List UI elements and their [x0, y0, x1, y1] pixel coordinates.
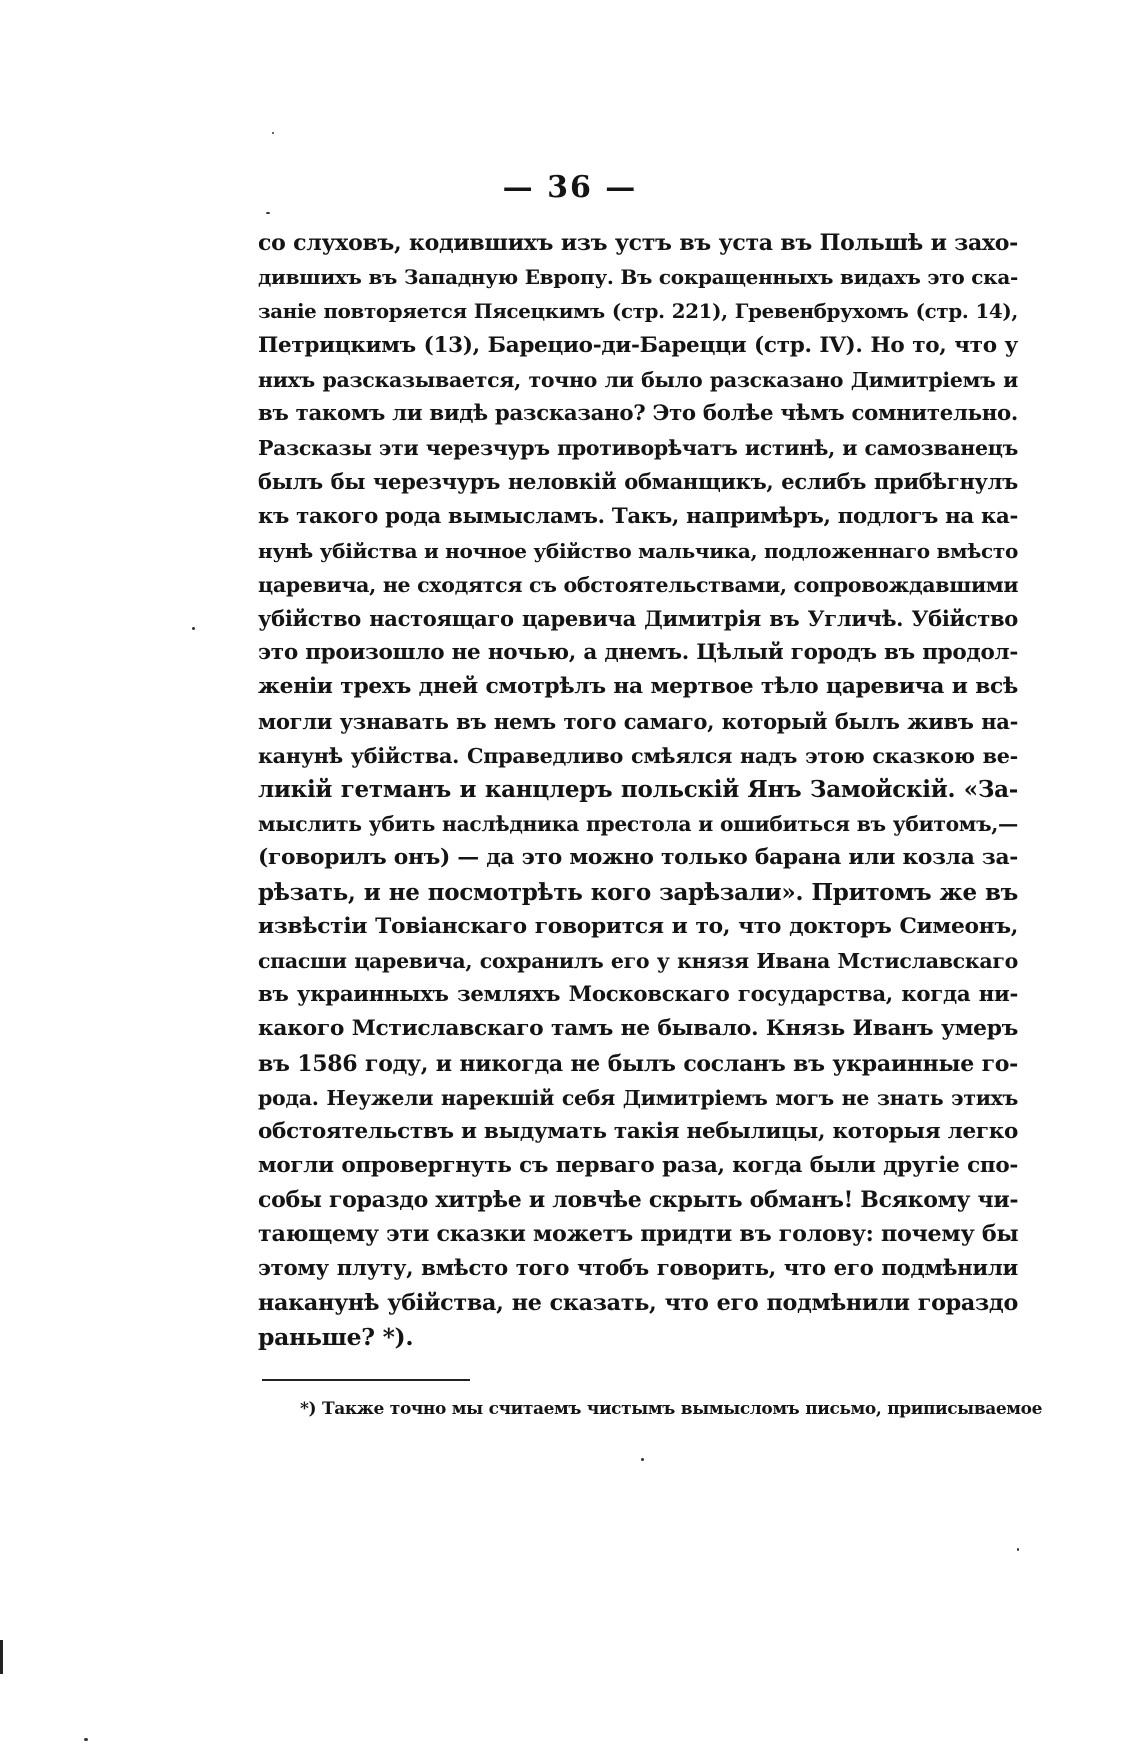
scan-speck [272, 132, 274, 134]
scan-speck [192, 627, 195, 630]
text-line: убійство настоящаго царевича Димитрія въ Угличѣ. Убійство [258, 606, 1018, 632]
text-line: Петрицкимъ (13), Барецио-ди-Барецци (стр. IV). Но то, что у [258, 332, 1018, 358]
text-line: мыслить убить наслѣдника престола и ошибиться въ убитомъ,— [258, 812, 1018, 837]
text-line: ликій гетманъ и канцлеръ польскій Янъ Замойскій. «За- [258, 776, 1018, 803]
text-line: въ 1586 году, и никогда не былъ сосланъ въ украинные го- [258, 1050, 1018, 1077]
footnote-text: *) Также точно мы считаемъ чистымъ вымысломъ письмо, приписываемое [300, 1399, 1042, 1419]
text-line: наканунѣ убійства, не сказать, что его подмѣнили гораздо [258, 1289, 1018, 1316]
page-number: — 36 — [502, 170, 638, 205]
text-line: Разсказы эти черезчуръ противорѣчатъ истинѣ, и самозванецъ [258, 436, 1018, 461]
scan-speck [84, 1738, 88, 1741]
text-line: женіи трехъ дней смотрѣлъ на мертвое тѣло царевича и всѣ [258, 674, 1018, 700]
text-line: къ такого рода вымысламъ. Такъ, напримѣръ, подлогъ на ка- [258, 503, 1018, 529]
text-line: дившихъ въ Западную Европу. Въ сокращенныхъ видахъ это ска- [258, 265, 1018, 290]
text-line: могли узнавать въ немъ того самаго, который былъ живъ на- [258, 708, 1018, 734]
scan-speck [266, 212, 270, 214]
text-line: это произошло не ночью, а днемъ. Цѣлый городъ въ продол- [258, 640, 1018, 666]
text-line: нунѣ убійства и ночное убійство мальчика, подложеннаго вмѣсто [258, 538, 1018, 563]
text-line: обстоятельствъ и выдумать такія небылицы, которыя легко [258, 1118, 1018, 1144]
text-line: въ украинныхъ земляхъ Московскаго государства, когда ни- [258, 982, 1018, 1008]
text-line: раньше? *). [258, 1323, 414, 1351]
text-line: тающему эти сказки можетъ придти въ голову: почему бы [258, 1221, 1019, 1248]
text-line: какого Мстиславскаго тамъ не бывало. Князь Иванъ умеръ [258, 1016, 1018, 1042]
text-line: рода. Неужели нарекшій себя Димитріемъ могъ не знать этихъ [258, 1085, 1018, 1110]
text-line: собы гораздо хитрѣе и ловчѣе скрыть обманъ! Всякому чи- [258, 1187, 1019, 1214]
text-line: канунѣ убійства. Справедливо смѣялся надъ этою сказкою ве- [258, 743, 1018, 768]
text-line: въ такомъ ли видѣ разсказано? Это болѣе чѣмъ сомнительно. [258, 400, 1018, 426]
footnote-divider [262, 1379, 470, 1381]
text-line: царевича, не сходятся съ обстоятельствами, сопровождавшими [258, 572, 1019, 597]
scan-speck [641, 1458, 644, 1461]
scan-speck [1017, 1548, 1019, 1551]
text-line: заніе повторяется Пясецкимъ (стр. 221), Гревенбрухомъ (стр. 14), [258, 299, 1018, 324]
text-line: этому плуту, вмѣсто того чтобъ говорить, что его подмѣнили [258, 1255, 1018, 1281]
text-line: спасши царевича, сохранилъ его у князя Ивана Мстиславскаго [258, 948, 1018, 973]
text-line: рѣзать, и не посмотрѣть кого зарѣзали». Притомъ же въ [258, 878, 1018, 906]
text-line: могли опровергнуть съ перваго раза, когда были другіе спо- [258, 1153, 1018, 1179]
text-line: со слуховъ, кодившихъ изъ устъ въ уста въ Польшѣ и захо- [258, 230, 1018, 256]
text-line: извѣстіи Товіанскаго говорится и то, что докторъ Симеонъ, [258, 913, 1018, 939]
text-line: (говорилъ онъ) — да это можно только барана или козла за- [258, 845, 1018, 871]
text-line: нихъ разсказывается, точно ли было разсказано Димитріемъ и [258, 367, 1018, 392]
scan-edge-mark [0, 1640, 3, 1674]
text-line: былъ бы черезчуръ неловкій обманщикъ, еслибъ прибѣгнулъ [258, 469, 1018, 495]
body-text [258, 226, 1018, 1354]
